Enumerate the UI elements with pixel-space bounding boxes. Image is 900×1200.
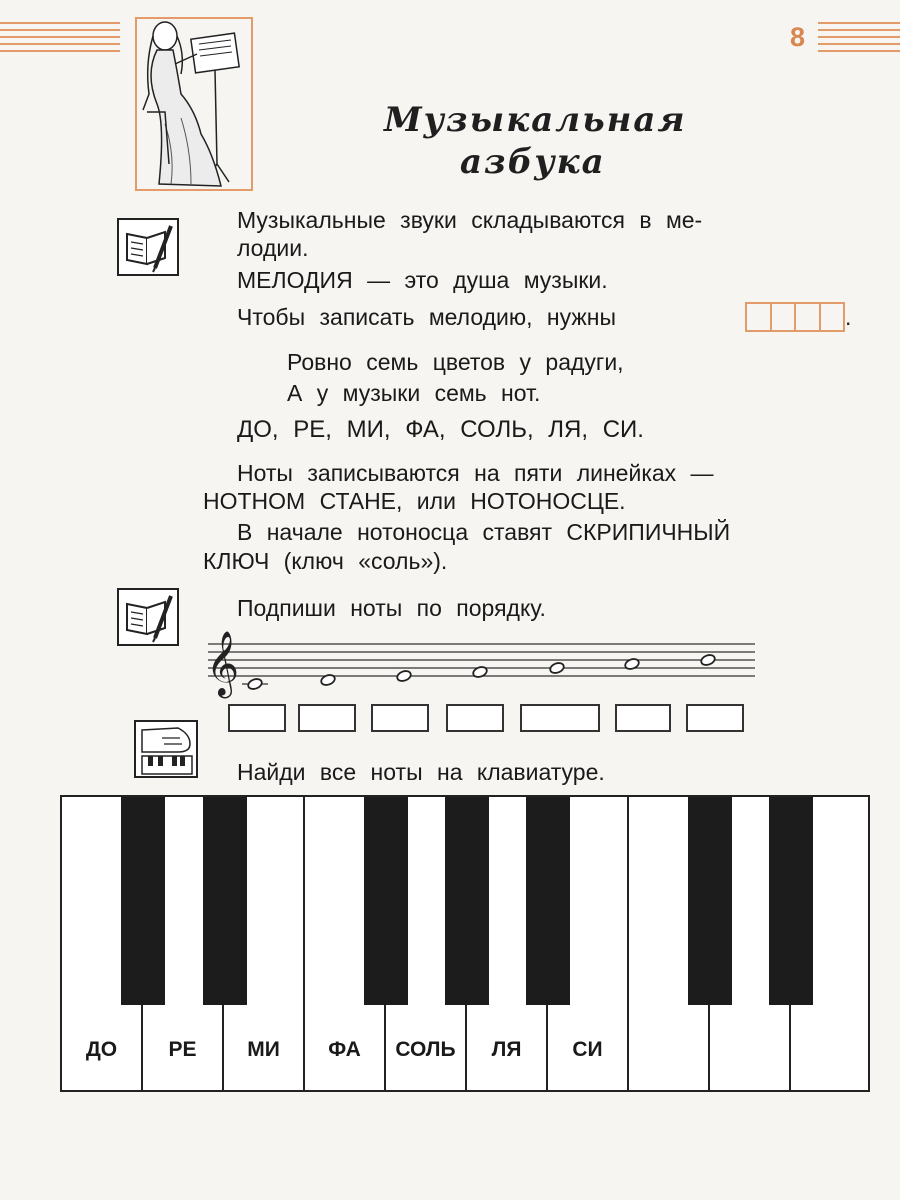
note-answer-box-7[interactable]: [686, 704, 744, 732]
answer-letter-cell[interactable]: [747, 304, 772, 330]
piano-hand-icon: [134, 720, 198, 778]
page-number: 8: [790, 22, 806, 52]
note-answer-box-2[interactable]: [298, 704, 356, 732]
whole-note-B4: [700, 653, 716, 666]
clef-line-2: КЛЮЧ (ключ «соль»).: [203, 548, 448, 574]
answer-letter-cell[interactable]: [772, 304, 797, 330]
page-title-line-1: Музыкальная: [384, 100, 687, 140]
page-title-line-2: азбука: [460, 142, 606, 182]
key-label: ЛЯ: [491, 1038, 522, 1061]
black-key[interactable]: [769, 797, 813, 1005]
black-key[interactable]: [364, 797, 408, 1005]
note-answer-box-1[interactable]: [228, 704, 286, 732]
piano-keyboard[interactable]: [60, 795, 870, 1092]
intro-line-1: Музыкальные звуки складываются в ме-: [237, 207, 703, 233]
whole-note-D4: [320, 673, 336, 686]
black-key[interactable]: [121, 797, 165, 1005]
key-label: РЕ: [168, 1038, 197, 1061]
answer-letter-cell[interactable]: [821, 304, 844, 330]
key-label: МИ: [247, 1038, 280, 1061]
key-label: ДО: [85, 1038, 118, 1061]
decorative-rules-right: [818, 22, 900, 57]
singer-illustration: [135, 14, 253, 192]
note-answer-box-3[interactable]: [371, 704, 429, 732]
whole-note-G4: [549, 661, 565, 674]
notes-needed-text: Чтобы записать мелодию, нужны: [237, 304, 617, 330]
staff-notes-group: [242, 653, 716, 690]
key-label: ФА: [328, 1038, 361, 1061]
answer-word-boxes[interactable]: [745, 302, 845, 332]
task-label-keyboard: Найди все ноты на клавиатуре.: [237, 759, 605, 785]
task-label-notes: Подпиши ноты по порядку.: [237, 595, 546, 621]
staff-line-1: Ноты записываются на пяти линейках —: [237, 460, 714, 486]
poem-line-2: А у музыки семь нот.: [287, 380, 541, 406]
black-key[interactable]: [203, 797, 247, 1005]
whole-note-A4: [624, 657, 640, 670]
read-write-book-icon: [117, 218, 179, 276]
staff-line-2: НОТНОМ СТАНЕ, или НОТОНОСЦЕ.: [203, 488, 626, 514]
black-key[interactable]: [526, 797, 570, 1005]
intro-line-2: лодии.: [237, 235, 309, 261]
black-key[interactable]: [688, 797, 732, 1005]
poem-line-1: Ровно семь цветов у радуги,: [287, 349, 624, 375]
key-label: СОЛЬ: [395, 1038, 456, 1061]
clef-line-1: В начале нотоносца ставят СКРИПИЧНЫЙ: [237, 519, 731, 545]
whole-note-C4: [247, 677, 263, 690]
note-answer-box-6[interactable]: [615, 704, 671, 732]
music-staff: [200, 620, 760, 710]
read-write-book-icon: [117, 588, 179, 646]
melody-definition: МЕЛОДИЯ — это душа музыки.: [237, 267, 608, 293]
period: .: [845, 304, 852, 330]
note-answer-box-5[interactable]: [520, 704, 600, 732]
key-label: СИ: [572, 1038, 603, 1061]
decorative-rules-left: [0, 22, 120, 57]
whole-note-E4: [396, 669, 412, 682]
answer-letter-cell[interactable]: [796, 304, 821, 330]
whole-note-F4: [472, 665, 488, 678]
note-names-line: ДО, РЕ, МИ, ФА, СОЛЬ, ЛЯ, СИ.: [237, 416, 644, 443]
treble-clef-icon: 𝄞: [206, 631, 240, 696]
black-key[interactable]: [445, 797, 489, 1005]
note-answer-box-4[interactable]: [446, 704, 504, 732]
